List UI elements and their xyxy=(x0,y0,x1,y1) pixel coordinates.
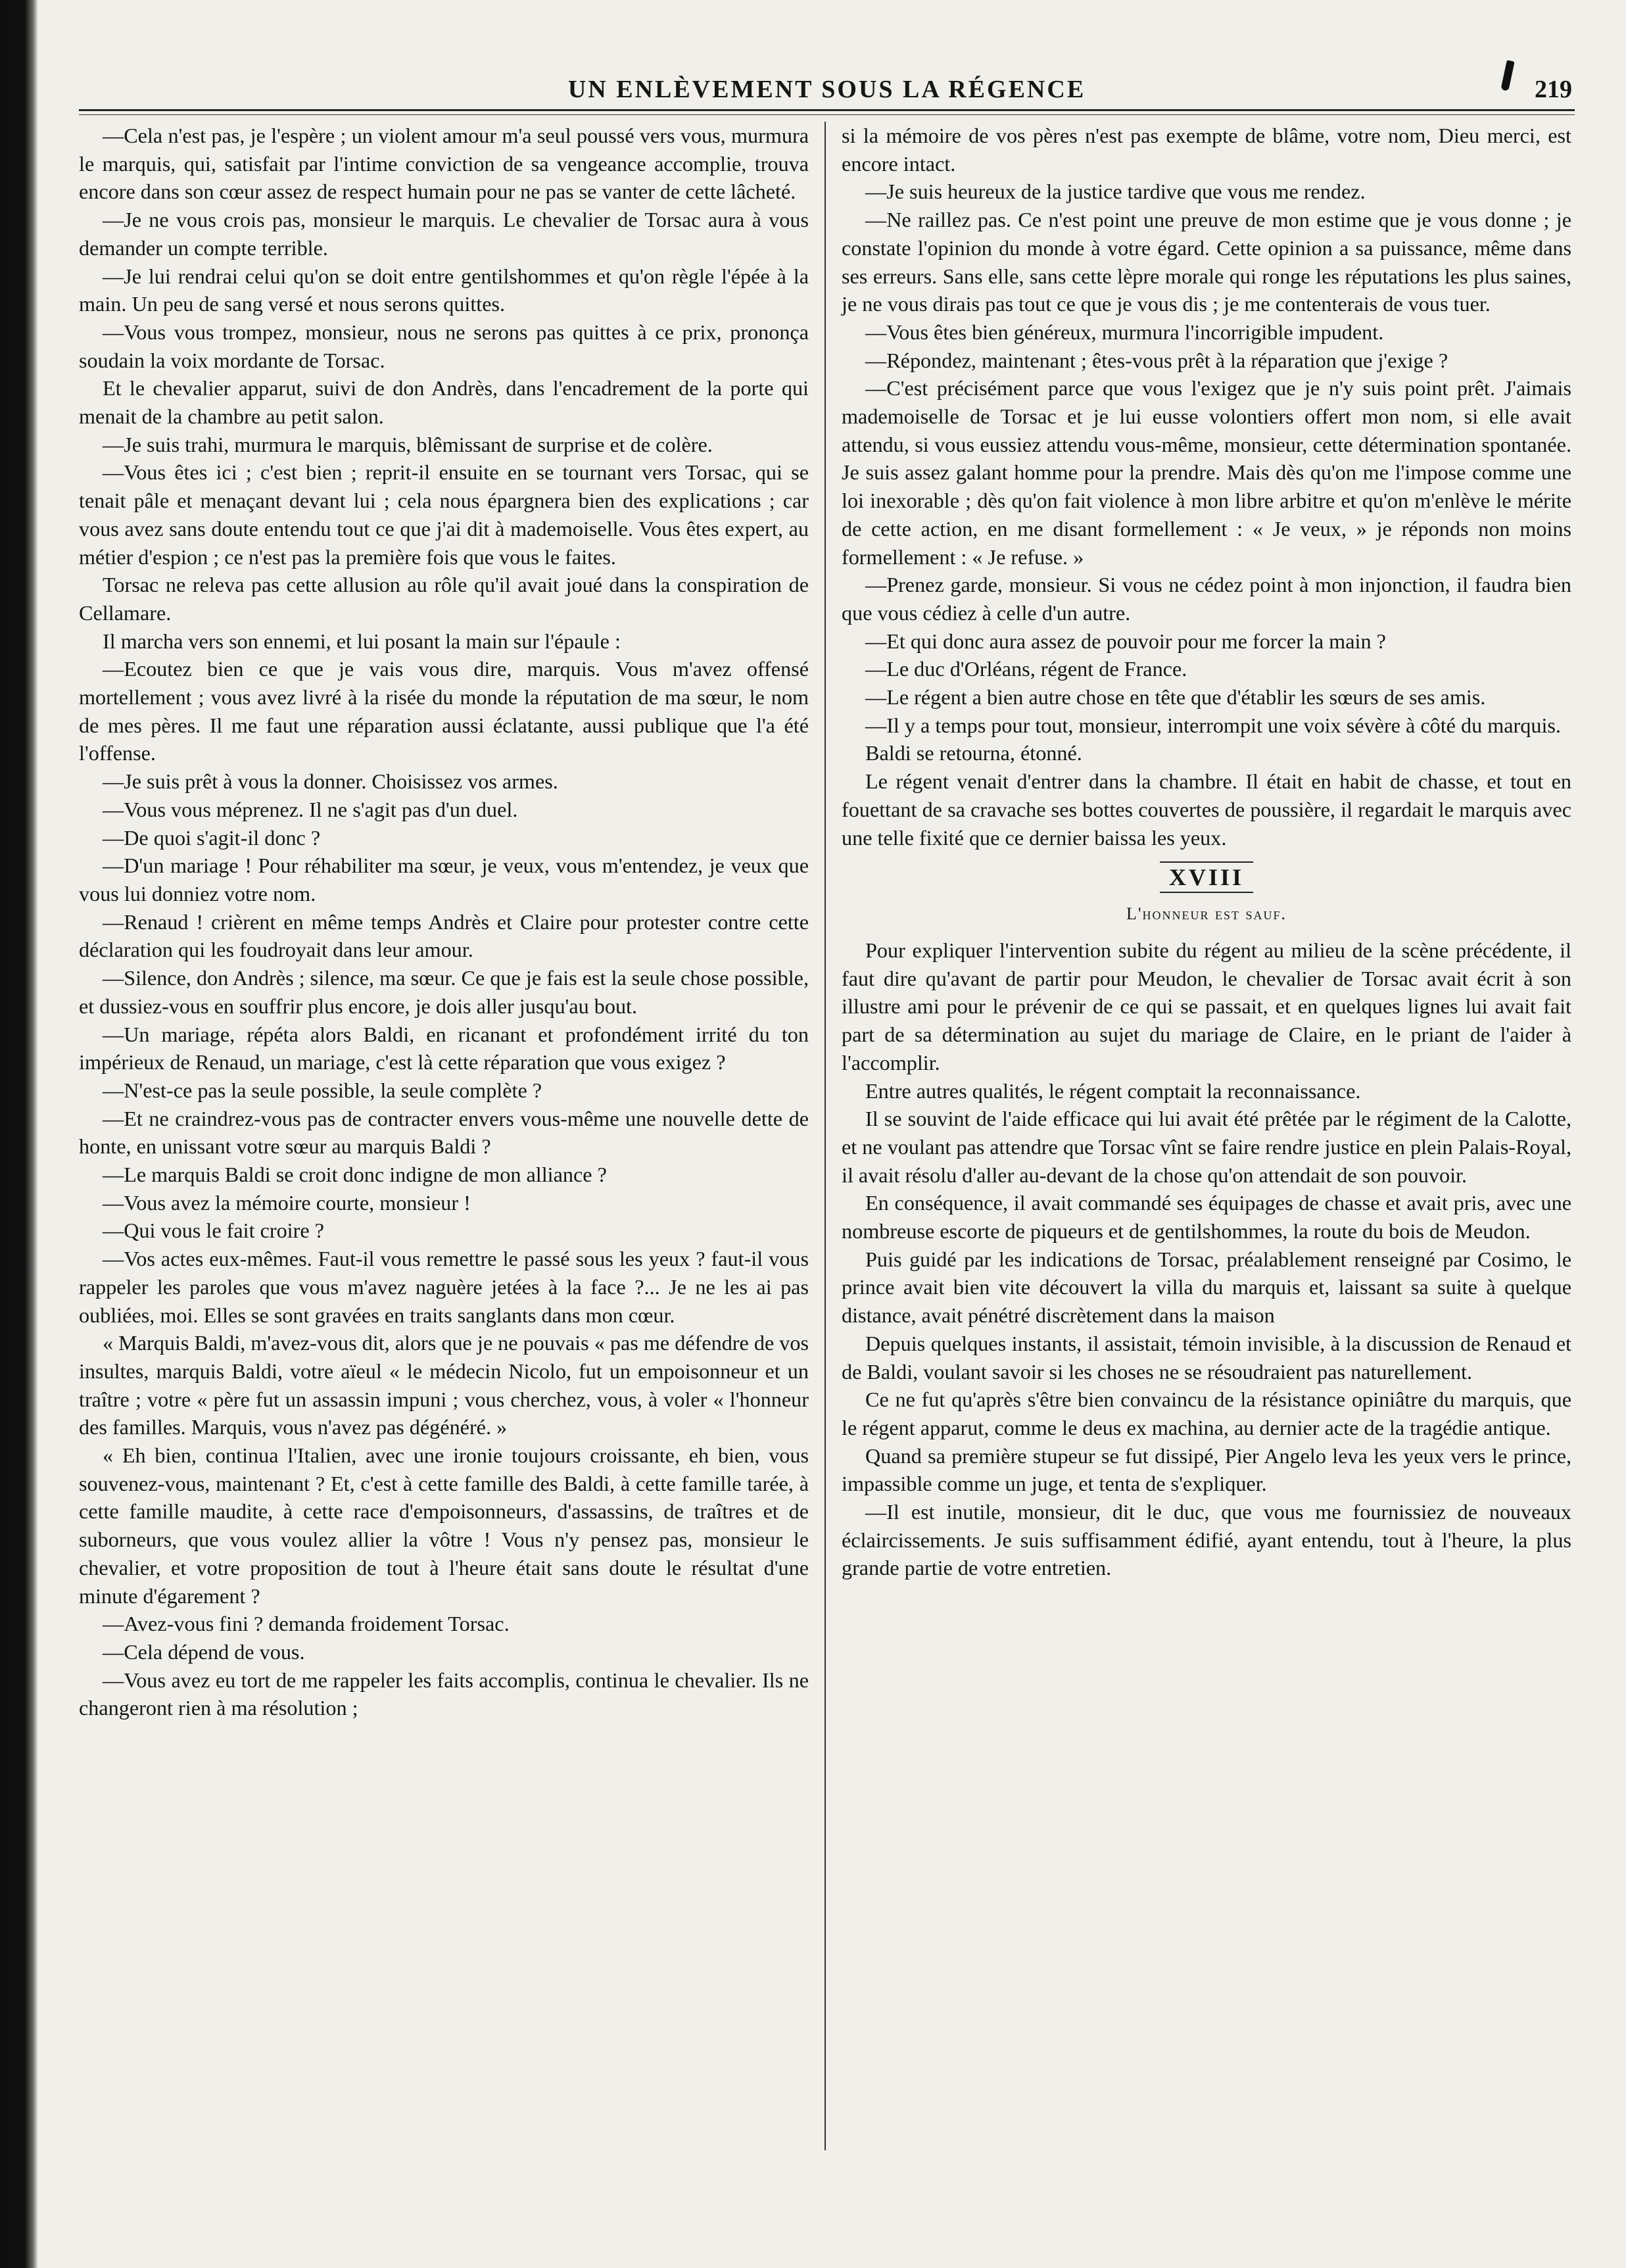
right-column-after-section xyxy=(842,936,1571,1582)
section-title: L'honneur est sauf. xyxy=(1126,904,1287,924)
paragraph: Entre autres qualités, le régent comptait la reconnaissance. xyxy=(865,1078,1361,1103)
paragraph: —Un mariage, répéta alors Baldi, en ricanant et profondément irrité du ton impérieux de Renaud, un mariage, c'est là cette réparation que vous exigez ? xyxy=(79,1022,809,1074)
header-rule-thin xyxy=(79,114,1575,115)
paragraph: « Marquis Baldi, m'avez-vous dit, alors que je ne pouvais « pas me défendre de vos insultes, marquis Baldi, votre aïeul « le médecin Nicolo, fut un empoisonneur et un traître ; votre « père fut un assassin impuni ; vous cherchez, vous, à voler « l'honneur des familles. Marquis, vous n'avez pas dégénéré. » xyxy=(79,1331,809,1439)
paragraph: —Cela dépend de vous. xyxy=(103,1639,305,1664)
paragraph: —Vos actes eux-mêmes. Faut-il vous remettre le passé sous les yeux ? faut-il vous rappeler les paroles que vous m'avez naguère jetées à la face ?... Je ne les ai pas oubliées, moi. Elles se sont gravées en traits sanglants dans mon cœur. xyxy=(79,1247,809,1327)
section-number: XVIII xyxy=(842,861,1571,894)
paragraph: —Vous êtes bien généreux, murmura l'incorrigible impudent. xyxy=(865,320,1384,344)
paragraph: —Il y a temps pour tout, monsieur, interrompit une voix sévère à côté du marquis. xyxy=(865,713,1561,737)
paragraph: —Vous êtes ici ; c'est bien ; reprit-il ensuite en se tournant vers Torsac, qui se tenait pâle et menaçant devant lui ; cela nous épargnera bien des explications ; car vous avez sans doute entendu tout ce que j'ai dit à mademoiselle. Vous êtes expert, au métier d'espion ; ce n'est pas la première fois que vous le faites. xyxy=(79,460,809,569)
paragraph: —C'est précisément parce que vous l'exigez que je n'y suis point prêt. J'aimais mademoiselle de Torsac et je lui eusse volontiers offert mon nom, si elle avait attendu, si vous eussiez attendu vous-même, monsieur, cette détermination spontanée. Je suis assez galant homme pour la prendre. Mais dès qu'on me l'impose comme une loi inexorable ; dès qu'on fait violence à mon libre arbitre et qu'on m'enlève le mérite de cette action, en me disant formellement : « Je veux, » je réponds non moins formellement : « Je refuse. » xyxy=(842,376,1571,569)
paragraph: —Qui vous le fait croire ? xyxy=(103,1218,324,1243)
paragraph: —Il est inutile, monsieur, dit le duc, que vous me fournissiez de nouveaux éclaircissements. Je suis suffisamment édifié, ayant entendu, tout à l'heure, la plus grande partie de votre entretien. xyxy=(842,1500,1571,1580)
paragraph: Quand sa première stupeur se fut dissipé, Pier Angelo leva les yeux vers le prince, impassible comme un juge, et tenta de s'expliquer. xyxy=(842,1443,1571,1496)
paragraph: —Avez-vous fini ? demanda froidement Torsac. xyxy=(103,1612,510,1636)
paragraph: —Je suis trahi, murmura le marquis, blêmissant de surprise et de colère. xyxy=(103,432,713,456)
paragraph: —De quoi s'agit-il donc ? xyxy=(103,825,321,850)
paragraph: —Prenez garde, monsieur. Si vous ne cédez point à mon injonction, il faudra bien que vous cédiez à celle d'un autre. xyxy=(842,573,1571,625)
paragraph: En conséquence, il avait commandé ses équipages de chasse et avait pris, avec une nombreuse escorte de piqueurs et de gentilshommes, la route du bois de Meudon. xyxy=(842,1191,1571,1243)
paragraph: —Le marquis Baldi se croit donc indigne de mon alliance ? xyxy=(103,1163,607,1187)
paragraph: —Ne raillez pas. Ce n'est point une preuve de mon estime que je vous donne ; je constate l'opinion du monde à votre égard. Cette opinion a sa puissance, même dans ses erreurs. Sans elle, sans cette lèpre morale qui ronge les réputations les plus saines, je ne vous dirais pas tout ce que je vous dis ; je me contenterais de vous tuer. xyxy=(842,208,1571,316)
paragraph: —Je suis prêt à vous la donner. Choisissez vos armes. xyxy=(103,769,558,794)
paragraph: « Eh bien, continua l'Italien, avec une ironie toujours croissante, eh bien, vous souvenez-vous, maintenant ? Et, c'est à cette famille des Baldi, à cette famille tarée, à cette famille maudite, à cette race d'empoisonneurs, d'assassins, de traîtres et de suborneurs, que vous voulez allier la vôtre ! Vous n'y pensez pas, monsieur le chevalier, et votre proposition de tout à l'heure était sans doute le résultat d'une minute d'égarement ? xyxy=(79,1443,809,1608)
paragraph: —Répondez, maintenant ; êtes-vous prêt à la réparation que j'exige ? xyxy=(865,348,1448,372)
paragraph: Torsac ne releva pas cette allusion au rôle qu'il avait joué dans la conspiration de Cellamare. xyxy=(79,573,809,625)
header-rule xyxy=(79,109,1575,111)
paragraph: Baldi se retourna, étonné. xyxy=(865,741,1082,765)
paragraph: Puis guidé par les indications de Torsac, préalablement renseigné par Cosimo, le prince avait bien vite découvert la villa du marquis et, laissant sa suite à quelque distance, avait pénétré discrètement dans la maison xyxy=(842,1247,1571,1328)
paragraph: —Silence, don Andrès ; silence, ma sœur. Ce que je fais est la seule chose possible, et dussiez-vous en souffrir plus encore, je dois aller jusqu'au bout. xyxy=(79,966,809,1018)
paragraph: Il se souvint de l'aide efficace qui lui avait été prêtée par le régiment de la Calotte, et ne voulant pas attendre que Torsac vînt se faire rendre justice en plein Palais-Royal, il avait résolu d'aller au-devant de la chose qu'on attendait de son pouvoir. xyxy=(842,1107,1571,1187)
paragraph: —Vous avez eu tort de me rappeler les faits accomplis, continua le chevalier. Ils ne changeront rien à ma résolution ; xyxy=(79,1668,809,1720)
page-number: 219 xyxy=(1535,76,1572,103)
paragraph: —Je lui rendrai celui qu'on se doit entre gentilshommes et qu'on règle l'épée à la main. Un peu de sang versé et nous serons quittes. xyxy=(79,264,809,316)
newspaper-page xyxy=(79,60,1575,2231)
paragraph: —Le duc d'Orléans, régent de France. xyxy=(865,657,1187,681)
paragraph: Le régent venait d'entrer dans la chambre. Il était en habit de chasse, et tout en fouettant de sa cravache ses bottes couvertes de poussière, il regardait le marquis avec une telle fixité que ce dernier baissa les yeux. xyxy=(842,769,1571,850)
paragraph: —N'est-ce pas la seule possible, la seule complète ? xyxy=(103,1078,542,1102)
right-column-before-section xyxy=(842,122,1571,852)
paragraph: si la mémoire de vos pères n'est pas exempte de blâme, votre nom, Dieu merci, est encore intact. xyxy=(842,124,1571,176)
paragraph: —Et ne craindrez-vous pas de contracter envers vous-même une nouvelle dette de honte, en unissant votre sœur au marquis Baldi ? xyxy=(79,1106,809,1159)
page-header xyxy=(79,60,1575,108)
paragraph: —Vous vous trompez, monsieur, nous ne serons pas quittes à ce prix, prononça soudain la voix mordante de Torsac. xyxy=(79,320,809,372)
paragraph: Ce ne fut qu'après s'être bien convaincu de la résistance opiniâtre du marquis, que le régent apparut, comme le deus ex machina, au dernier acte de la tragédie antique. xyxy=(842,1387,1571,1439)
paragraph: —Et qui donc aura assez de pouvoir pour me forcer la main ? xyxy=(865,629,1386,653)
paragraph: —Le régent a bien autre chose en tête que d'établir les sœurs de ses amis. xyxy=(865,685,1486,710)
paragraph: —Ecoutez bien ce que je vais vous dire, marquis. Vous m'avez offensé mortellement ; vous avez livré à la risée du monde la réputation de ma sœur, le nom de mes pères. Il me faut une réparation aussi éclatante, aussi publique que l'a été l'offense. xyxy=(79,657,809,765)
paragraph: —D'un mariage ! Pour réhabiliter ma sœur, je veux, vous m'entendez, je veux que vous lui donniez votre nom. xyxy=(79,854,809,905)
text-columns xyxy=(79,122,1575,2173)
paragraph: —Vous avez la mémoire courte, monsieur ! xyxy=(103,1190,471,1215)
paragraph: —Je suis heureux de la justice tardive que vous me rendez. xyxy=(865,180,1366,204)
paragraph: Pour expliquer l'intervention subite du régent au milieu de la scène précédente, il faut dire qu'avant de partir pour Meudon, le chevalier de Torsac avait écrit à son illustre ami pour le prévenir de ce qui se passait, et en quelques lignes lui avait fait part de sa détermination au sujet du mariage de Claire, en le priant de l'aider à l'accomplir. xyxy=(842,938,1571,1074)
paragraph: Il marcha vers son ennemi, et lui posant la main sur l'épaule : xyxy=(103,629,621,653)
paragraph: —Je ne vous crois pas, monsieur le marquis. Le chevalier de Torsac aura à vous demander un compte terrible. xyxy=(79,208,809,260)
paragraph: —Vous vous méprenez. Il ne s'agit pas d'un duel. xyxy=(103,797,518,821)
running-title: UN ENLÈVEMENT SOUS LA RÉGENCE xyxy=(567,76,1086,103)
paragraph: Et le chevalier apparut, suivi de don Andrès, dans l'encadrement de la porte qui menait de la chambre au petit salon. xyxy=(79,376,809,429)
paragraph: —Renaud ! crièrent en même temps Andrès et Claire pour protester contre cette déclaration qui les foudroyait dans leur amour. xyxy=(79,909,809,962)
left-column xyxy=(79,122,825,2173)
paragraph: Depuis quelques instants, il assistait, témoin invisible, à la discussion de Renaud et de Baldi, voulant savoir si les choses ne se résoudraient pas naturellement. xyxy=(842,1331,1571,1384)
binding-shadow xyxy=(0,0,38,2268)
right-column xyxy=(826,122,1571,2173)
paragraph: —Cela n'est pas, je l'espère ; un violent amour m'a seul poussé vers vous, murmura le marquis, qui, satisfait par l'intime conviction de sa vengeance accomplie, trouva encore dans son cœur assez de respect humain pour ne pas se vanter de cette lâcheté. xyxy=(79,124,809,204)
